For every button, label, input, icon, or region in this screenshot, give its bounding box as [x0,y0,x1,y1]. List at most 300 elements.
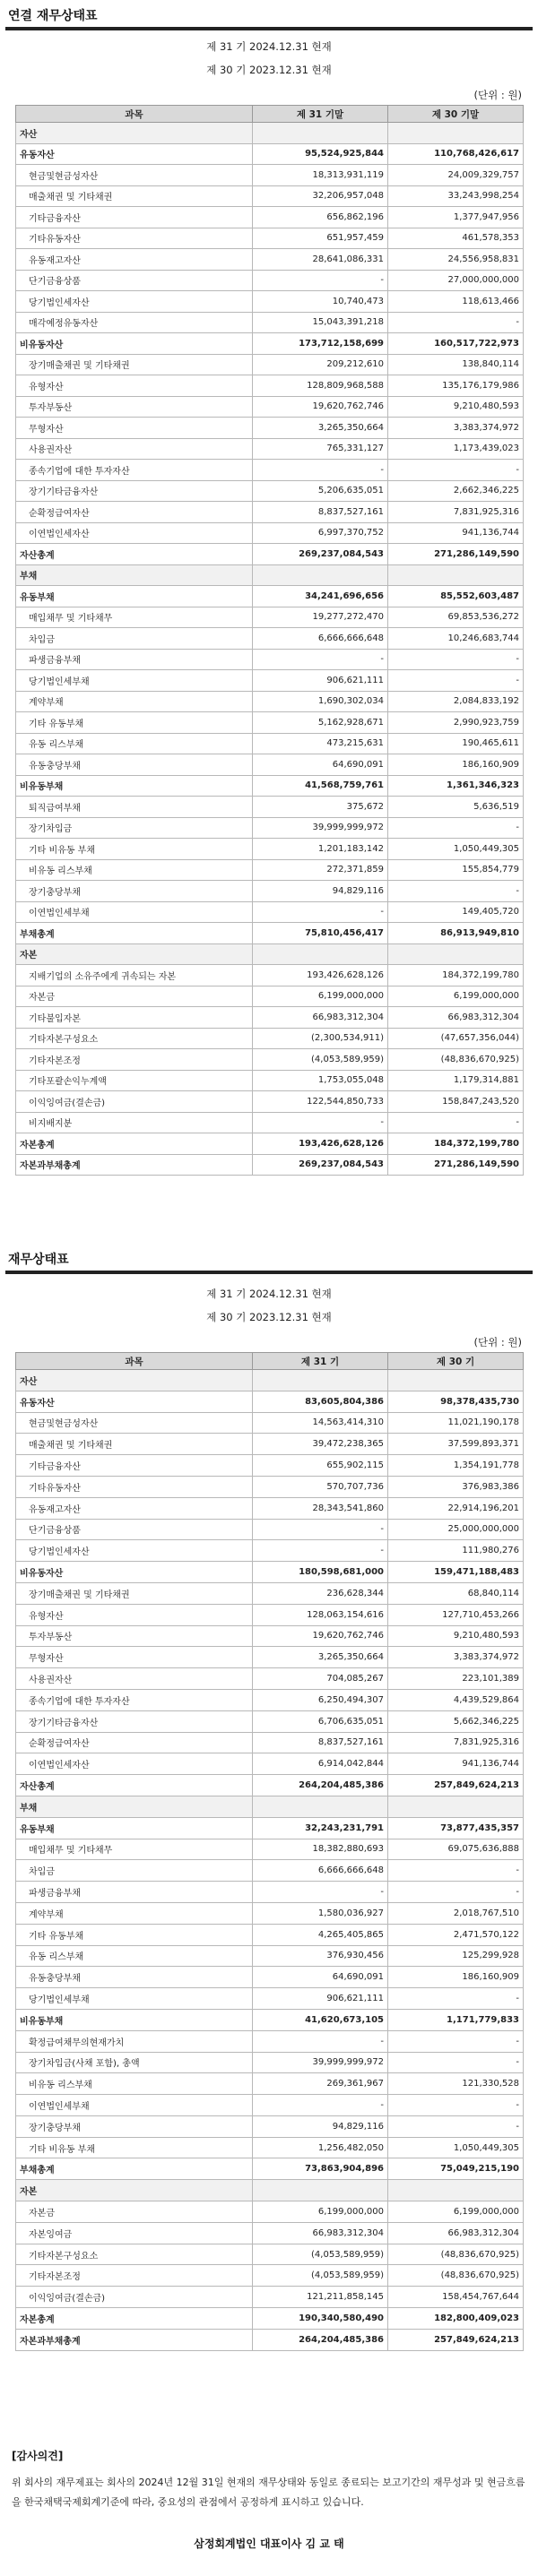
table-row [16,249,524,271]
account-label: 매입채무 및 기타채무 [16,1839,253,1860]
table-row [16,1455,524,1477]
current-period-value: - [253,270,388,291]
account-label: 장기차입금 [16,817,253,839]
current-period-value: 269,237,084,543 [253,1154,388,1176]
account-label: 차입금 [16,1860,253,1882]
account-label: 유동재고자산 [16,249,253,271]
audit-opinion-text: 위 회사의 재무제표는 회사의 2024년 12월 31일 현재의 재무상태와 동일로 종료되는 보고기간의 재무성과 및 현금흐름을 한국채택국제회계기준에 따라, 중요성의 관점에서 공정하게 표시하고 있습니다. [12,2477,525,2508]
table-row [16,628,524,650]
account-label: 자본잉여금 [16,2222,253,2244]
table-row [16,1434,524,1455]
prior-period-value: 1,050,449,305 [388,839,524,860]
table-row [16,1689,524,1710]
table-row [16,480,524,502]
account-label: 자본금 [16,2201,253,2223]
table-row [16,207,524,228]
current-period-value: - [253,1882,388,1903]
current-period-value: 3,265,350,664 [253,1647,388,1668]
current-period-value [253,1370,388,1391]
current-period-value: 32,206,957,048 [253,185,388,207]
prior-period-value: 5,636,519 [388,797,524,818]
consolidated-title: 연결 재무상태표 [8,9,98,23]
prior-period-value: 121,330,528 [388,2073,524,2095]
prior-period-value: - [388,881,524,902]
current-period-value: 655,902,115 [253,1455,388,1477]
prior-period-value: 158,847,243,520 [388,1091,524,1113]
current-period-value: (4,053,589,959) [253,2244,388,2265]
prior-period-value: 86,913,949,810 [388,923,524,944]
current-period-value: 1,580,036,927 [253,1902,388,1924]
current-period-value: - [253,2030,388,2052]
table-row [16,143,524,165]
current-period-value: 128,063,154,616 [253,1604,388,1625]
prior-period-value: 138,840,114 [388,354,524,375]
table-row [16,649,524,670]
table-row [16,839,524,860]
current-period-value: 32,243,231,791 [253,1817,388,1839]
prior-period-value: 941,136,744 [388,522,524,544]
current-period-value: 41,620,673,105 [253,2009,388,2030]
table-row [16,881,524,902]
consolidated-period-current: 제 31 기 2024.12.31 현재 [206,40,332,53]
table-row [16,502,524,523]
account-label: 파생금융부채 [16,649,253,670]
current-period-value: 1,201,183,142 [253,839,388,860]
prior-period-value: 5,662,346,225 [388,1710,524,1732]
account-label: 이연법인세자산 [16,522,253,544]
table-row [16,943,524,965]
table-row [16,1668,524,1690]
current-period-value: 128,809,968,588 [253,375,388,397]
table-row [16,1540,524,1562]
prior-period-value: 149,405,720 [388,901,524,923]
prior-period-value: 9,210,480,593 [388,1625,524,1647]
table-row [16,1732,524,1753]
account-label: 기타금융자산 [16,1455,253,1477]
prior-period-value: 2,471,570,122 [388,1924,524,1945]
current-period-value: 121,211,858,145 [253,2287,388,2308]
account-label: 이익잉여금(결손금) [16,1091,253,1113]
current-period-value [253,2180,388,2201]
table-row [16,1476,524,1497]
account-label: 계약부채 [16,691,253,712]
table-row [16,1154,524,1176]
current-period-value: 269,361,967 [253,2073,388,2095]
table-row [16,1562,524,1583]
current-period-value: 193,426,628,126 [253,1133,388,1155]
table-row [16,1091,524,1113]
prior-period-value: 22,914,196,201 [388,1497,524,1519]
current-period-value: 19,620,762,746 [253,396,388,418]
prior-period-value: 6,199,000,000 [388,986,524,1007]
account-label: 기타금융자산 [16,207,253,228]
prior-period-value: 257,849,624,213 [388,2329,524,2350]
current-period-value: 1,690,302,034 [253,691,388,712]
table-row [16,1519,524,1540]
table-row [16,185,524,207]
current-period-value: 19,277,272,470 [253,607,388,628]
account-label: 비유동 리스부채 [16,2073,253,2095]
prior-period-value [388,943,524,965]
separate-period-prior: 제 30 기 2023.12.31 현재 [206,1311,332,1323]
prior-period-value: 118,613,466 [388,291,524,313]
table-row [16,2201,524,2223]
account-label: 유형자산 [16,375,253,397]
prior-period-value: 155,854,779 [388,859,524,881]
current-period-value: 6,914,042,844 [253,1753,388,1775]
account-label: 장기매출채권 및 기타채권 [16,354,253,375]
table-row [16,460,524,481]
table-row [16,1625,524,1647]
prior-period-value [388,564,524,586]
header-current-period: 제 31 기 [253,1353,388,1370]
account-label: 사용권자산 [16,438,253,460]
account-label: 기타자본구성요소 [16,1028,253,1049]
prior-period-value: 159,471,188,483 [388,1562,524,1583]
account-label: 유동자산 [16,143,253,165]
table-row [16,2137,524,2158]
account-label: 장기기타금융자산 [16,480,253,502]
prior-period-value: - [388,817,524,839]
account-label: 자본총계 [16,2308,253,2330]
prior-period-value: 271,286,149,590 [388,1154,524,1176]
prior-period-value: - [388,1860,524,1882]
account-label: 자산총계 [16,544,253,565]
current-period-value: 6,199,000,000 [253,2201,388,2223]
table-row [16,2115,524,2137]
table-row [16,544,524,565]
account-label: 현금및현금성자산 [16,165,253,186]
prior-period-value: 66,983,312,304 [388,2222,524,2244]
account-label: 자본 [16,943,253,965]
prior-period-value: - [388,2030,524,2052]
table-row [16,333,524,355]
account-label: 비유동 리스부채 [16,859,253,881]
table-row [16,775,524,797]
current-period-value: 122,544,850,733 [253,1091,388,1113]
prior-period-value: - [388,460,524,481]
prior-period-value: 257,849,624,213 [388,1775,524,1796]
prior-period-value: 111,980,276 [388,1540,524,1562]
current-period-value: 28,343,541,860 [253,1497,388,1519]
account-label: 비유동자산 [16,1562,253,1583]
prior-period-value: 186,160,909 [388,1967,524,1988]
account-label: 유동 리스부채 [16,1945,253,1967]
consolidated-balance-sheet-table [15,105,524,1176]
current-period-value: 34,241,696,656 [253,586,388,607]
prior-period-value: 27,000,000,000 [388,270,524,291]
account-label: 자본 [16,2180,253,2201]
table-row [16,1582,524,1604]
current-period-value: - [253,460,388,481]
current-period-value: 94,829,116 [253,2115,388,2137]
current-period-value: 765,331,127 [253,438,388,460]
prior-period-value: 4,439,529,864 [388,1689,524,1710]
table-row [16,859,524,881]
account-label: 종속기업에 대한 투자자산 [16,1689,253,1710]
prior-period-value: 1,171,779,833 [388,2009,524,2030]
current-period-value: 190,340,580,490 [253,2308,388,2330]
prior-period-value: 33,243,998,254 [388,185,524,207]
account-label: 부채 [16,1796,253,1817]
account-label: 유동충당부채 [16,1967,253,1988]
account-label: 기타자본구성요소 [16,2244,253,2265]
current-period-value: 570,707,736 [253,1476,388,1497]
current-period-value: 264,204,485,386 [253,2329,388,2350]
table-row [16,901,524,923]
table-row [16,923,524,944]
table-row [16,375,524,397]
prior-period-value: 73,877,435,357 [388,1817,524,1839]
current-period-value: 39,472,238,365 [253,1434,388,1455]
prior-period-value: 110,768,426,617 [388,143,524,165]
current-period-value: 8,837,527,161 [253,1732,388,1753]
prior-period-value: 69,075,636,888 [388,1839,524,1860]
prior-period-value: 3,383,374,972 [388,418,524,439]
table-row [16,1604,524,1625]
account-label: 비유동부채 [16,775,253,797]
table-row [16,2095,524,2116]
prior-period-value: 461,578,353 [388,228,524,249]
account-label: 장기차입금(사채 포함), 총액 [16,2052,253,2073]
table-row [16,354,524,375]
current-period-value: 95,524,925,844 [253,143,388,165]
current-period-value: 64,690,091 [253,754,388,776]
account-label: 단기금융상품 [16,270,253,291]
account-label: 장기충당부채 [16,881,253,902]
table-row [16,2052,524,2073]
prior-period-value: 1,173,439,023 [388,438,524,460]
account-label: 자산 [16,123,253,144]
current-period-value: - [253,2095,388,2116]
current-period-value: - [253,1540,388,1562]
current-period-value: 906,621,111 [253,1988,388,2010]
prior-period-value: - [388,2095,524,2116]
table-row [16,1924,524,1945]
prior-period-value: 190,465,611 [388,733,524,754]
consolidated-unit: (단위 : 원) [473,89,522,101]
current-period-value: - [253,649,388,670]
account-label: 부채총계 [16,2158,253,2180]
table-row [16,2265,524,2287]
prior-period-value: 158,454,767,644 [388,2287,524,2308]
account-label: 자본총계 [16,1133,253,1155]
table-row [16,1902,524,1924]
account-label: 투자부동산 [16,1625,253,1647]
table-row [16,733,524,754]
current-period-value: 269,237,084,543 [253,544,388,565]
current-period-value: 94,829,116 [253,881,388,902]
table-row [16,228,524,249]
table-row [16,712,524,734]
account-label: 기타 유동부채 [16,1924,253,1945]
current-period-value: (4,053,589,959) [253,1049,388,1071]
prior-period-value: 1,050,449,305 [388,2137,524,2158]
account-label: 자본금 [16,986,253,1007]
account-label: 매입채무 및 기타채무 [16,607,253,628]
account-label: 자본과부채총계 [16,2329,253,2350]
table-row [16,1028,524,1049]
table-row [16,2287,524,2308]
prior-period-value [388,123,524,144]
account-label: 단기금융상품 [16,1519,253,1540]
current-period-value: 4,265,405,865 [253,1924,388,1945]
prior-period-value: (48,836,670,925) [388,2244,524,2265]
current-period-value: 15,043,391,218 [253,312,388,333]
audit-opinion-title: [감사의견] [12,2450,64,2462]
current-period-value: 3,265,350,664 [253,418,388,439]
account-label: 비유동부채 [16,2009,253,2030]
separate-balance-sheet-table [15,1352,524,2351]
current-period-value: 236,628,344 [253,1582,388,1604]
prior-period-value: 941,136,744 [388,1753,524,1775]
table-row [16,2009,524,2030]
current-period-value: (4,053,589,959) [253,2265,388,2287]
current-period-value: 6,666,666,648 [253,1860,388,1882]
prior-period-value: 11,021,190,178 [388,1412,524,1434]
table-row [16,1049,524,1071]
prior-period-value: 1,179,314,881 [388,1070,524,1091]
prior-period-value: 127,710,453,266 [388,1604,524,1625]
current-period-value: 19,620,762,746 [253,1625,388,1647]
table-row [16,1710,524,1732]
auditor-signature: 삼정회계법인 대표이사 김 교 태 [194,2537,344,2550]
current-period-value: 18,313,931,119 [253,165,388,186]
prior-period-value: 24,009,329,757 [388,165,524,186]
table-row [16,2222,524,2244]
current-period-value: - [253,1519,388,1540]
prior-period-value: 10,246,683,744 [388,628,524,650]
account-label: 순확정급여자산 [16,1732,253,1753]
table-row [16,522,524,544]
prior-period-value [388,1370,524,1391]
table-row [16,1007,524,1029]
separate-period-current: 제 31 기 2024.12.31 현재 [206,1288,332,1300]
account-label: 기타유동자산 [16,228,253,249]
current-period-value [253,943,388,965]
prior-period-value: 24,556,958,831 [388,249,524,271]
current-period-value: 39,999,999,972 [253,817,388,839]
header-account: 과목 [16,1353,253,1370]
table-row [16,1497,524,1519]
current-period-value: 6,199,000,000 [253,986,388,1007]
prior-period-value: 1,354,191,778 [388,1455,524,1477]
prior-period-value: 7,831,925,316 [388,1732,524,1753]
account-label: 기타 유동부채 [16,712,253,734]
current-period-value: 73,863,904,896 [253,2158,388,2180]
account-label: 무형자산 [16,418,253,439]
current-period-value: 28,641,086,331 [253,249,388,271]
prior-period-value: 3,383,374,972 [388,1647,524,1668]
prior-period-value: 186,160,909 [388,754,524,776]
current-period-value: 651,957,459 [253,228,388,249]
prior-period-value: - [388,2115,524,2137]
current-period-value: 64,690,091 [253,1967,388,1988]
account-label: 장기기타금융자산 [16,1710,253,1732]
prior-period-value [388,1796,524,1817]
table-row [16,312,524,333]
account-label: 당기법인세부채 [16,1988,253,2010]
table-row [16,817,524,839]
account-label: 지배기업의 소유주에게 귀속되는 자본 [16,965,253,986]
current-period-value: 1,753,055,048 [253,1070,388,1091]
prior-period-value: 271,286,149,590 [388,544,524,565]
prior-period-value: 2,990,923,759 [388,712,524,734]
prior-period-value: - [388,1988,524,2010]
prior-period-value: 98,378,435,730 [388,1391,524,1412]
prior-period-value: - [388,2052,524,2073]
current-period-value: - [253,1112,388,1133]
table-row [16,986,524,1007]
prior-period-value: - [388,670,524,692]
prior-period-value: - [388,1882,524,1903]
account-label: 장기매출채권 및 기타채권 [16,1582,253,1604]
current-period-value: 656,862,196 [253,207,388,228]
current-period-value: 906,621,111 [253,670,388,692]
table-row [16,607,524,628]
current-period-value: 375,672 [253,797,388,818]
account-label: 비지배지분 [16,1112,253,1133]
current-period-value: 83,605,804,386 [253,1391,388,1412]
header-prior-period: 제 30 기말 [388,106,524,123]
table-row [16,2244,524,2265]
table-row [16,1967,524,1988]
table-row [16,396,524,418]
account-label: 유형자산 [16,1604,253,1625]
account-label: 당기법인세자산 [16,1540,253,1562]
account-label: 당기법인세자산 [16,291,253,313]
current-period-value: 209,212,610 [253,354,388,375]
table-row [16,2329,524,2350]
consolidated-period-prior: 제 30 기 2023.12.31 현재 [206,64,332,76]
separate-title-rule [5,1271,533,1274]
current-period-value: 66,983,312,304 [253,2222,388,2244]
table-row [16,1112,524,1133]
current-period-value: (2,300,534,911) [253,1028,388,1049]
prior-period-value: 223,101,389 [388,1668,524,1690]
table-row [16,1796,524,1817]
table-row [16,754,524,776]
current-period-value: 376,930,456 [253,1945,388,1967]
current-period-value: 39,999,999,972 [253,2052,388,2073]
header-account: 과목 [16,106,253,123]
account-label: 자산 [16,1370,253,1391]
current-period-value: 1,256,482,050 [253,2137,388,2158]
table-row [16,2073,524,2095]
account-label: 이연법인세부채 [16,901,253,923]
current-period-value: 14,563,414,310 [253,1412,388,1434]
current-period-value [253,564,388,586]
account-label: 유동자산 [16,1391,253,1412]
current-period-value: 5,206,635,051 [253,480,388,502]
prior-period-value: 1,361,346,323 [388,775,524,797]
account-label: 파생금융부채 [16,1882,253,1903]
current-period-value: 6,250,494,307 [253,1689,388,1710]
prior-period-value: 85,552,603,487 [388,586,524,607]
account-label: 유동재고자산 [16,1497,253,1519]
table-row [16,291,524,313]
current-period-value: 8,837,527,161 [253,502,388,523]
prior-period-value: 9,210,480,593 [388,396,524,418]
current-period-value [253,1796,388,1817]
prior-period-value: 2,018,767,510 [388,1902,524,1924]
table-row [16,1882,524,1903]
prior-period-value: (47,657,356,044) [388,1028,524,1049]
current-period-value: 6,706,635,051 [253,1710,388,1732]
table-row [16,1753,524,1775]
prior-period-value: 37,599,893,371 [388,1434,524,1455]
table-row [16,797,524,818]
